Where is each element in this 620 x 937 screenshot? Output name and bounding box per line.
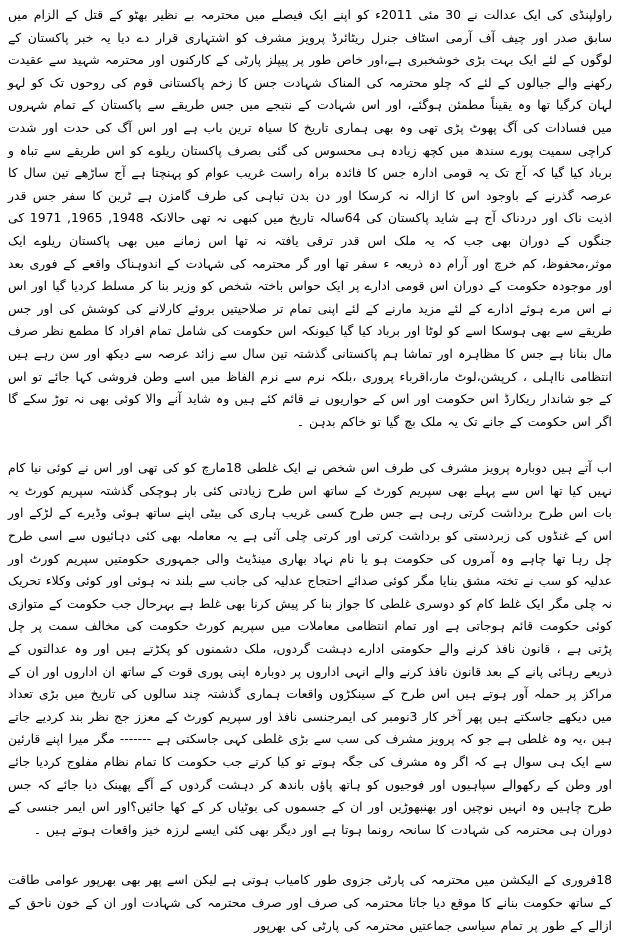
article-paragraph-1: راولپنڈی کی ایک عدالت نے 30 مئی 2011ء کو اپنے ایک فیصلے میں محترمہ بے نظیر بھٹو کے قتل کے الزام میں سابق صدر اور چیف آف آرمی اسٹاف جنرل ریٹائرڈ پرویز مشرف کو اشتہاری قرار دے دیا یہ خبر پاکستان کے لوگوں کے لئے ایک بہت بڑی خوشخبری ہے،اور خاص طور پر پیپلز پارٹی کے کارکنوں اور محترمہ شہید سے عقیدت رکھنے والے جیالوں کے لئے کہ چلو محترمہ کی المناک شہادت جس کا زخم پاکستانی قوم کی روحوں تک کو لہو لہان کرگیا تھا وہ یقیناً مطمئن ہوگئے، اور اس شہادت کے نتیجے میں جس طریقے سے پاکستان کے تمام شہروں میں فسادات کی آگ پھوٹ پڑی تھی وہ بھی ہماری تاریخ کا سیاہ ترین باب ہے اور اس آگ کی حدت اور شدت کراچی سمیت پورے سندھ میں کچھ زیادہ ہی محسوس کی گئی بصرف پاکستان ریلوے کو اس طریقے سے تباہ و برباد کیا گیا کہ آج تک یہ قومی ادارہ جس کا فائدہ براہ راست غریب عوام کو پہنچتا ہے آج ساڑھے تین سال کا عرصہ گذرنے کے باوجود اس کا ازالہ نہ کرسکا اور دن بدن تباہی کی طرف گامزن ہے ٹرین کا سفر جس قدر اذیت ناک اور دردناک آج ہے شاید پاکستان کی 64سالہ تاریخ میں کبھی نہ تھی حالانکہ 1948, 1965, 1971 کی جنگوں کے دوران بھی جب کہ یہ ملک اس قدر ترقی یافتہ نہ تھا اس زمانے میں بھی پاکستان ریلوے ایک موثر،محفوظ، کم خرچ اور آرام دہ ذریعہ ء سفر تھا اور گر محترمہ کی شہادت کے اندوہناک واقعے کے فوری بعد اور موجودہ حکومت کے دوران اس قومی ادارے پر ایک حواس باختہ شخص کو وزیر بنا کر مسلط کردیا گیا اور اس نے اس مرے ہوئے ادارے کے لئے مزید مارنے کے لئے اپنی تمام تر صلاحیتیں بروئے کارلانے کی کوشش کی اور جس طریقے سے بھی ہوسکا اسے کو لوٹا اور برباد کیا گیا کیونکہ اس حکومت کی شامل تمام افراد کا مطمع نظر صرف مال بنانا ہے جس کا مظاہرہ اور تماشا ہم پاکستانی گذشتہ تین سال سے زائد عرصہ سے دیکھ اور سن رہے ہیں انتظامی نااہلی ، کرپشن،لوٹ مار،اقرباء پروری ،بلکہ نرم سے نرم الفاظ میں اسے وطن فروشی کہا جائے تو اس کے جو شاندار ریکارڈ اس حکومت اور اس کے حواریوں نے قائم کئے ہیں وہ شاید آنے والا کوئی بھی نہ توڑ سکے گا اگر اس حکومت کے جانے تک یہ ملک بچ گیا تو خاکم بدہن ۔ (8, 7, 612, 429)
article-paragraph-2: اب آتے ہیں دوبارہ پرویز مشرف کی طرف اس شخص نے ایک غلطی 18مارچ کو کی تھی اور اس نے کوئی نیا کام نہیں کیا تھا اس سے پہلے بھی سپریم کورٹ کے ساتھ اس طرح زیادتی کئی بار ہوچکی گذشتہ سپریم کورٹ یہ بات اس طرح برداشت کرتی رہی ہے جس طرح کسی غریب ہاری کی بیٹی اپنے ساتھ ہوئی وڈیرے کے لڑکے اور اس کے غنڈوں کی زبردستی کو برداشت کرتی اور کرتی چلی آئی ہے یہ معاملہ بھی کئی دہائیوں سے اسی طرح چل رہا تھا چاہے وہ آمروں کی حکومت ہو یا نام نہاد بھاری مینڈیٹ والی جمہوری حکومتیں سپریم کورٹ اور عدلیہ کو سب نے تختہ مشق بنایا مگر کوئی صدائے احتجاج عدلیہ کی جانب سے بلند نہ ہوئی اور کوئی وکلاء تحریک نہ چلی مگر ایک غلط کام کو دوسری غلطی کا جواز بنا کر پیش کرنا بھی غلط ہے بہرحال جب حکومت کے متوازی کوئی حکومت قائم ہوجاتی ہے اور تمام انتظامی معاملات میں سپریم کورٹ حکومت کی مخالف سمت پر چل پڑتی ہے ، قانون نافذ کرنے والے حکومتی ادارے دہشت گردوں، ملک دشمنوں کو پکڑتے ہیں اور وہ عدالتوں کے ذریعے رہائی پانے کے بعد قانون نافذ کرنے والے انہی اداروں پر دوبارہ اپنی پوری قوت کے ساتھ ان اداروں اور ان کے مراکز پر حملہ آور ہوتے ہیں اس طرح کے سینکڑوں واقعات ہماری گذشتہ چند سالوں کی تاریخ میں بڑی تعداد میں دیکھے جاسکتے ہیں پھر آخر کار 3نومبر کی ایمرجنسی نافذ اور سپریم کورٹ کے معزز جج نظر بند کردیے جاتے ہیں ،یہ وہ غلطی ہے جو کہ پرویز مشرف کی سب سے بڑی غلطی کہی جاسکتی ہے ------- مگر میرا اپنے قارئین سے ایک ہی سوال ہے کہ اگر وہ مشرف کی جگہ ہوتے تو کیا کرتے جب حکومت کا تمام نظام مفلوج کردیا جائے اور وطن کے رکھوالے سپاہیوں اور فوجیوں کو ہاتھ پاؤں باندھ کر دہشت گردوں کے آگے پھینک دیا جائے کہ جس طرح چاہیں وہ انہیں نوچیں اور بھنبھوڑیں اور ان کے جسموں کی بوٹیاں کر کے کھا جائیں؟اور اس ایمر جنسی کے دوران ہی محترمہ کی شہادت کا سانحہ رونما ہوتا ہے اور دیگر بھی کئی ایسے لرزہ خیز واقعات ہوتے ہیں ۔ (8, 460, 612, 837)
urdu-article (8, 4, 612, 933)
paragraph-spacer (8, 433, 612, 457)
article-paragraph-3: 18فروری کے الیکشن میں محترمہ کی پارٹی جزوی طور کامیاب ہوتی ہے لیکن اسے پھر بھی بھرپور عوامی طاقت کے ساتھ حکومت بنانے کا موقع دیا جاتا محترمہ کی صرف اور صرف محترمہ کی شہادت اور ان کے خون ناحق کے ازالے کے طور پر تمام سیاسی جماعتیں محترمہ کی پارٹی کی بھرپور (8, 872, 612, 933)
paragraph-spacer (8, 841, 612, 869)
